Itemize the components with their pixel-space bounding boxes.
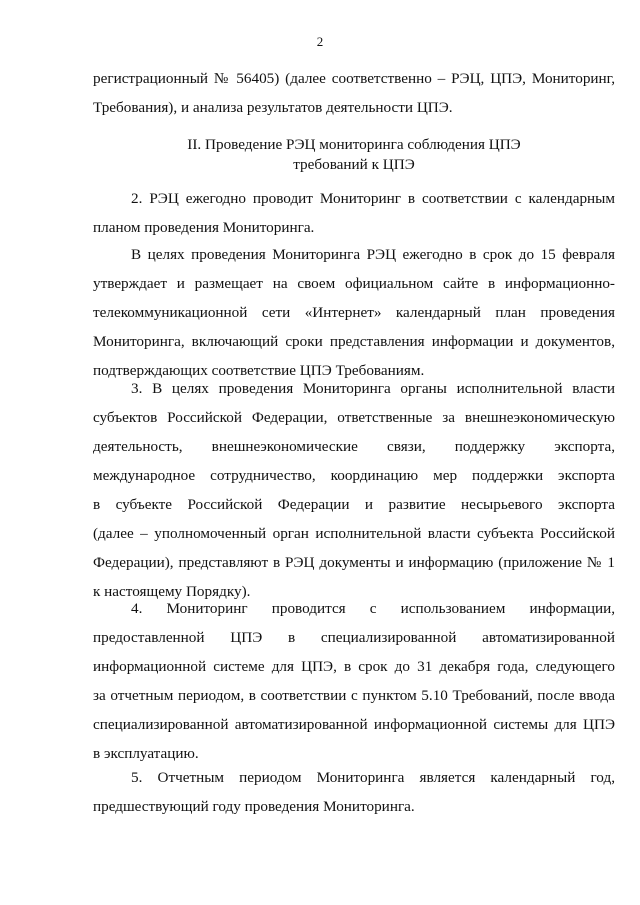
text-line: к настоящему Порядку).: [93, 583, 251, 600]
heading-line: требований к ЦПЭ: [293, 156, 415, 173]
text-line: в эксплуатацию.: [93, 745, 199, 762]
text-line: Федерации), представляют в РЭЦ документы и информацию (приложение № 1: [93, 554, 615, 571]
text-line: субъектов Российской Федерации, ответственные за внешнеэкономическую: [93, 409, 615, 426]
text-line: в субъекте Российской Федерации и развитие несырьевого экспорта: [93, 496, 615, 513]
text-line: международное сотрудничество, координацию мер поддержки экспорта: [93, 467, 615, 484]
paragraph-4: [93, 594, 615, 768]
text-line: В целях проведения Мониторинга РЭЦ ежегодно в срок до 15 февраля: [131, 246, 615, 263]
text-line: телекоммуникационной сети «Интернет» календарный план проведения: [93, 304, 615, 321]
heading-line: II. Проведение РЭЦ мониторинга соблюдения ЦПЭ: [187, 136, 521, 153]
text-line: 2. РЭЦ ежегодно проводит Мониторинг в соответствии с календарным: [131, 190, 615, 207]
paragraph-3: [93, 374, 615, 606]
paragraph-5: [93, 763, 615, 821]
text-line: деятельность, внешнеэкономические связи, поддержку экспорта,: [93, 438, 615, 455]
paragraph-2-continued: [93, 240, 615, 385]
text-line: 3. В целях проведения Мониторинга органы исполнительной власти: [131, 380, 615, 397]
text-line: предоставленной ЦПЭ в специализированной автоматизированной: [93, 629, 615, 646]
text-line: Мониторинга, включающий сроки представления информации и документов,: [93, 333, 615, 350]
text-line: подтверждающих соответствие ЦПЭ Требованиям.: [93, 362, 425, 379]
text-line: 4. Мониторинг проводится с использованием информации,: [131, 600, 615, 617]
text-line: информационной системе для ЦПЭ, в срок до 31 декабря года, следующего: [93, 658, 615, 675]
text-line: регистрационный № 56405) (далее соответственно – РЭЦ, ЦПЭ, Мониторинг,: [93, 70, 615, 87]
section-heading: [93, 135, 615, 175]
text-line: (далее – уполномоченный орган исполнительной власти субъекта Российской: [93, 525, 615, 542]
page-number: 2: [316, 34, 324, 49]
text-line: предшествующий году проведения Мониторинга.: [93, 798, 415, 815]
paragraph-2: [93, 184, 615, 242]
text-line: планом проведения Мониторинга.: [93, 219, 315, 236]
text-line: Требования), и анализа результатов деятельности ЦПЭ.: [93, 99, 453, 116]
text-line: 5. Отчетным периодом Мониторинга является календарный год,: [131, 769, 615, 786]
intro-paragraph: [93, 64, 615, 122]
text-line: за отчетным периодом, в соответствии с пунктом 5.10 Требований, после ввода: [93, 687, 615, 704]
text-line: утверждает и размещает на своем официальном сайте в информационно-: [93, 275, 615, 292]
text-line: специализированной автоматизированной информационной системы для ЦПЭ: [93, 716, 615, 733]
